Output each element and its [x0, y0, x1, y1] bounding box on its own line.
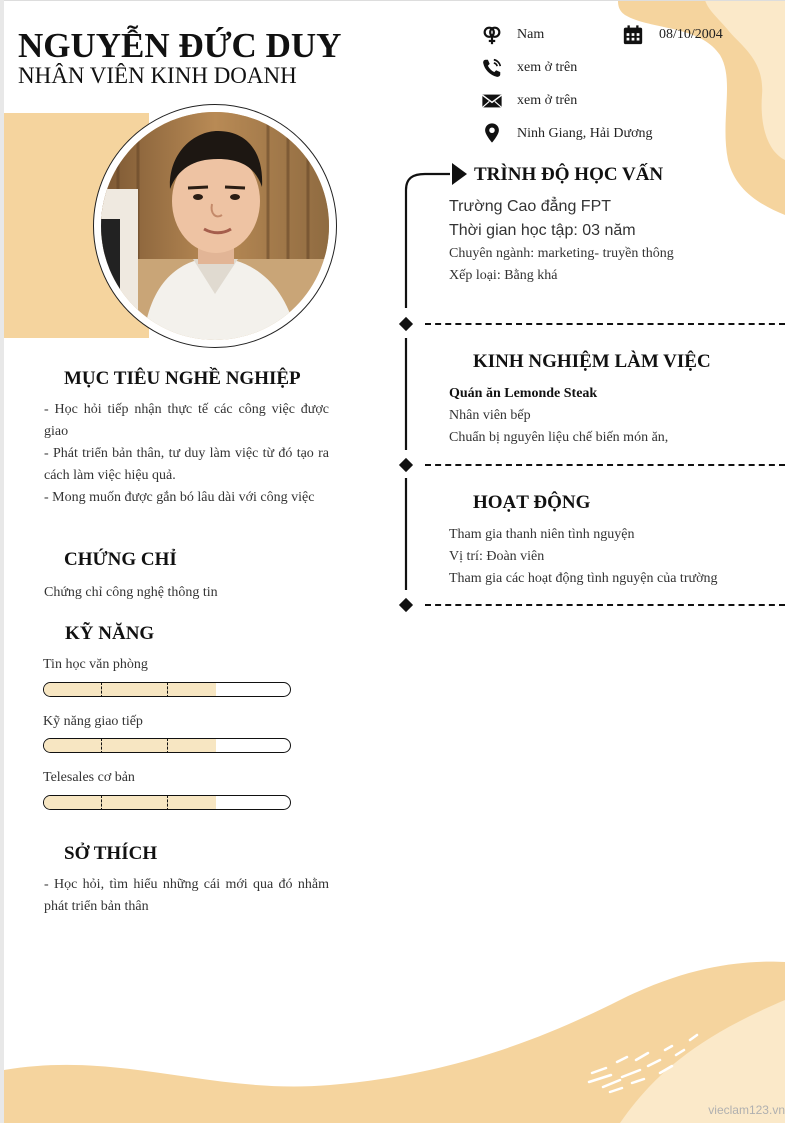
- activity-line: Tham gia thanh niên tình nguyện: [449, 527, 635, 542]
- divider-line: [425, 604, 785, 606]
- objective-line: - Học hỏi tiếp nhận thực tế các công việc được giao: [44, 402, 329, 439]
- objective-line: - Mong muốn được gắn bó lâu dài với công việc: [44, 490, 315, 505]
- objective-text: [44, 399, 329, 509]
- watermark-text: vieclam123.vn: [708, 1103, 785, 1117]
- birthdate-value: 08/10/2004: [659, 27, 723, 42]
- email-icon: [481, 90, 503, 112]
- experience-position: Nhân viên bếp: [449, 408, 531, 423]
- education-school: Trường Cao đẳng FPT: [449, 198, 612, 215]
- phone-icon: [481, 57, 503, 79]
- skill-bar: [43, 738, 291, 753]
- gender-icon: [481, 24, 503, 46]
- education-duration: Thời gian học tập: 03 năm: [449, 222, 636, 239]
- education-grade: Xếp loại: Bằng khá: [449, 268, 558, 283]
- email-value: xem ở trên: [517, 93, 578, 108]
- candidate-role: NHÂN VIÊN KINH DOANH: [18, 63, 297, 88]
- skill-bar: [43, 682, 291, 697]
- activities-title: HOẠT ĐỘNG: [473, 492, 591, 513]
- objective-title: MỤC TIÊU NGHỀ NGHIỆP: [64, 368, 301, 389]
- certificate-item: Chứng chỉ công nghệ thông tin: [44, 585, 218, 600]
- education-title: TRÌNH ĐỘ HỌC VẤN: [474, 164, 664, 185]
- hobbies-title: SỞ THÍCH: [64, 843, 158, 864]
- skill-label: Telesales cơ bản: [43, 770, 135, 785]
- experience-description: Chuẩn bị nguyên liệu chế biến món ăn,: [449, 430, 669, 445]
- calendar-icon: [622, 24, 644, 46]
- page-left-border: [0, 0, 4, 1123]
- page-top-border: [0, 0, 785, 1]
- profile-photo: [93, 104, 337, 348]
- hobbies-text: - Học hỏi, tìm hiểu những cái mới qua đó nhằm phát triển bản thân: [44, 877, 329, 914]
- skill-bar-fill: [44, 796, 216, 809]
- certificates-title: CHỨNG CHỈ: [64, 549, 177, 570]
- avatar-illustration: [98, 109, 332, 343]
- skill-bar-fill: [44, 739, 216, 752]
- education-major: Chuyên ngành: marketing- truyền thông: [449, 246, 674, 261]
- location-pin-icon: [481, 122, 503, 144]
- skills-title: KỸ NĂNG: [65, 623, 155, 644]
- address-value: Ninh Giang, Hải Dương: [517, 126, 653, 141]
- divider-line: [425, 323, 785, 325]
- experience-company: Quán ăn Lemonde Steak: [449, 386, 598, 401]
- activity-line: Vị trí: Đoàn viên: [449, 549, 545, 564]
- activity-line: Tham gia các hoạt động tình nguyện của trường: [449, 571, 718, 586]
- skill-bar-fill: [44, 683, 216, 696]
- divider-line: [425, 464, 785, 466]
- experience-title: KINH NGHIỆM LÀM VIỆC: [473, 351, 711, 372]
- skill-label: Kỹ năng giao tiếp: [43, 714, 143, 729]
- skill-bar: [43, 795, 291, 810]
- objective-line: - Phát triển bản thân, tư duy làm việc từ đó tạo ra cách làm việc hiệu quả.: [44, 446, 329, 483]
- gender-value: Nam: [517, 27, 545, 42]
- candidate-name: NGUYỄN ĐỨC DUY: [18, 26, 342, 65]
- skill-label: Tin học văn phòng: [43, 657, 148, 672]
- phone-value: xem ở trên: [517, 60, 578, 75]
